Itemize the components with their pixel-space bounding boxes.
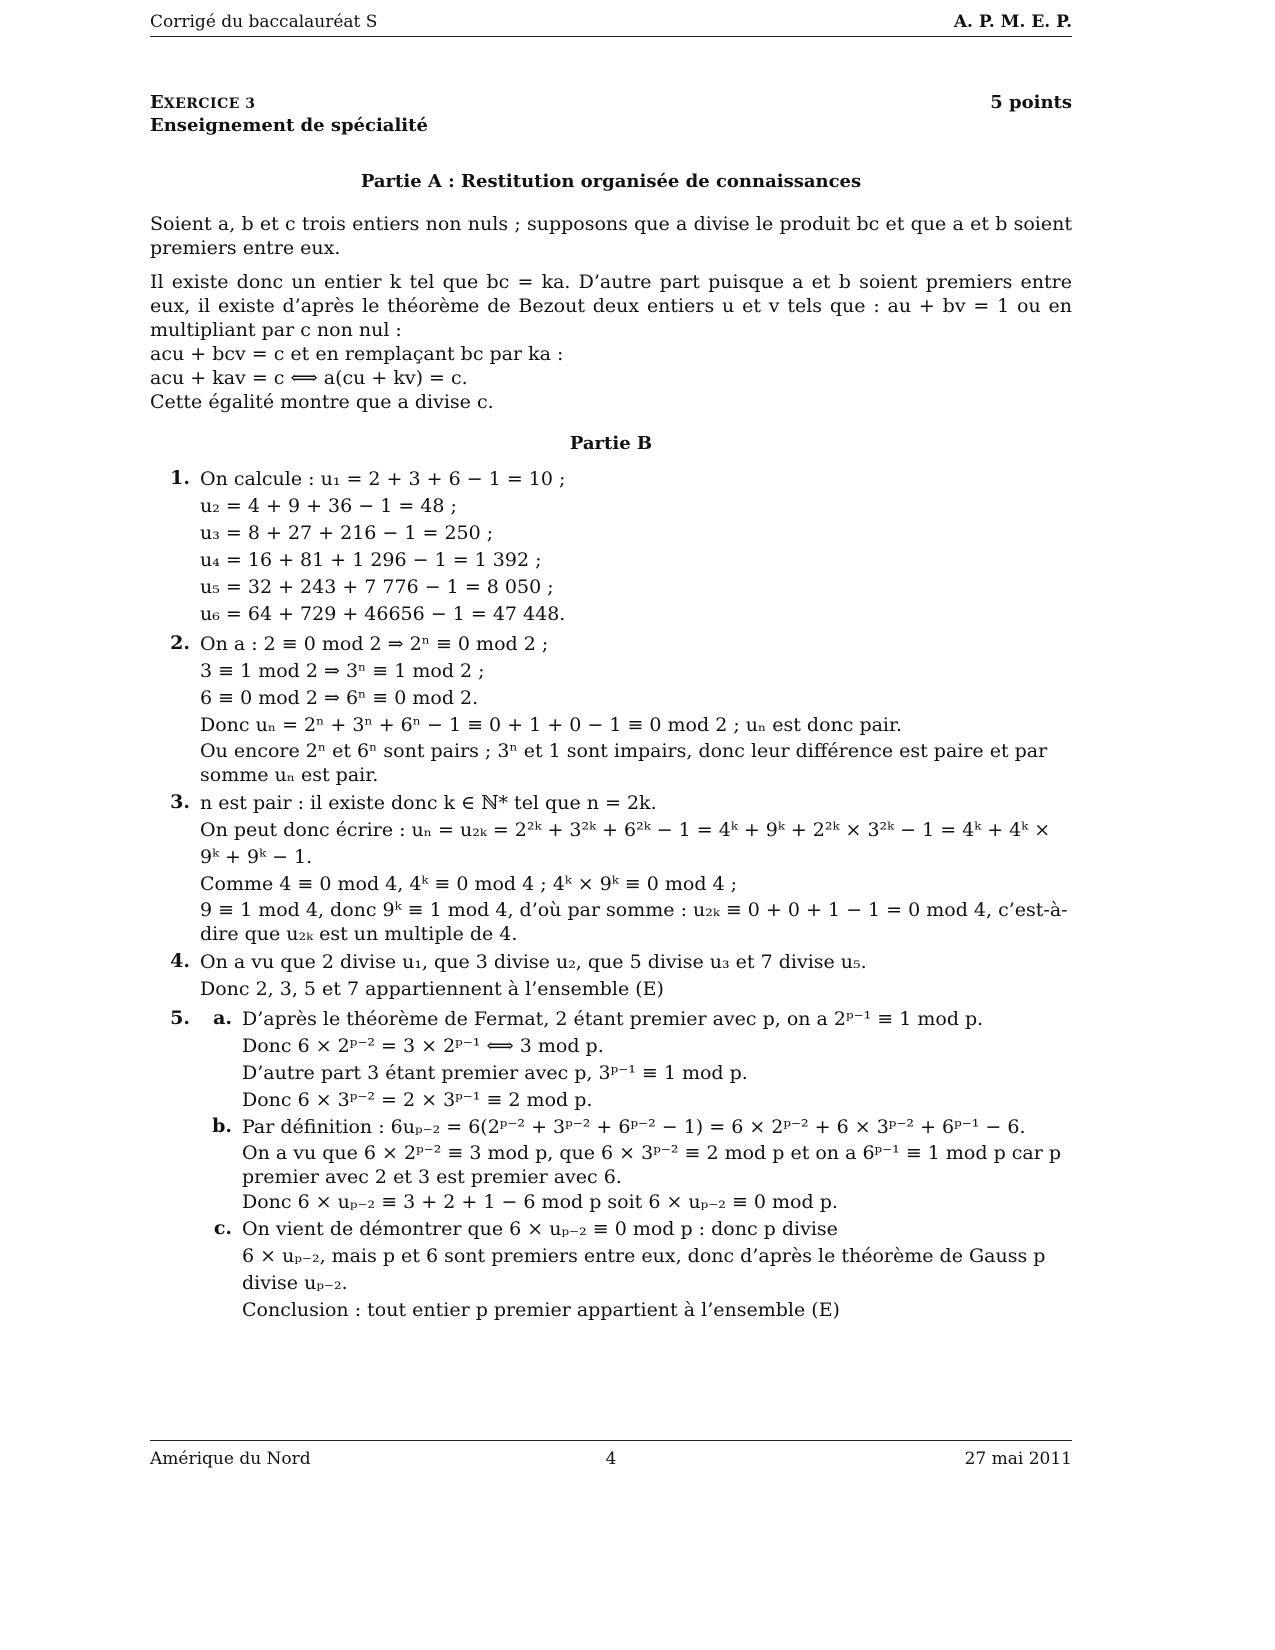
part-b-title: Partie B <box>569 433 653 454</box>
list-item: 3. n est pair : il existe donc k ∈ ℕ* tel que n = 2k. On peut donc écrire : uₙ = u₂ₖ = 2²ᵏ + 3²ᵏ + 6²ᵏ − 1 = 4ᵏ + 9ᵏ + 2²ᵏ × 3²ᵏ − 1 = 4ᵏ + 4ᵏ × 9ᵏ + 9ᵏ − 1. Comme 4 ≡ 0 mod 4, 4ᵏ ≡ 0 mod 4 ; 4ᵏ × 9ᵏ ≡ 0 mod 4 ; 9 ≡ 1 mod 4, donc 9ᵏ ≡ 1 mod 4, d’où par somme : u₂ₖ ≡ 0 + 0 + 1 − 1 = 0 mod 4, c’est-à-dire que u₂ₖ est un multiple de 4. <box>170 791 1068 945</box>
document-page <box>150 0 1072 1650</box>
sub-item-b: b. Par définition : 6uₚ₋₂ = 6(2ᵖ⁻² + 3ᵖ⁻² + 6ᵖ⁻² − 1) = 6 × 2ᵖ⁻² + 6 × 3ᵖ⁻² + 6ᵖ⁻¹ − 6. On a vu que 6 × 2ᵖ⁻² ≡ 3 mod p, que 6 × 3ᵖ⁻² ≡ 2 mod p et on a 6ᵖ⁻¹ ≡ 1 mod p car p premier avec 2 et 3 est premier avec 6. Donc 6 × uₚ₋₂ ≡ 3 + 2 + 1 − 6 mod p soit 6 × uₚ₋₂ ≡ 0 mod p. <box>212 1115 1062 1213</box>
list-item: 5. a. D’après le théorème de Fermat, 2 étant premier avec p, on a 2ᵖ⁻¹ ≡ 1 mod p. Donc 6 × 2ᵖ⁻² = 3 × 2ᵖ⁻¹ ⟺ 3 mod p. D’autre part 3 étant premier avec p, 3ᵖ⁻¹ ≡ 1 mod p. Donc 6 × 3ᵖ⁻² = 2 × 3ᵖ⁻¹ ≡ 2 mod p. b. Par définition : 6uₚ₋₂ = 6(2ᵖ⁻² + 3ᵖ⁻² + 6ᵖ⁻² − 1) = 6 × 2ᵖ⁻² + 6 × 3ᵖ⁻² + 6ᵖ⁻¹ − 6. On a vu que 6 × 2ᵖ⁻² ≡ 3 mod p, que 6 × 3ᵖ⁻² ≡ 2 mod p et on a 6ᵖ⁻¹ ≡ 1 mod p car p premier avec 2 et 3 est premier avec 6. Donc 6 × uₚ₋₂ ≡ 3 + 2 + 1 − 6 mod p soit 6 × uₚ₋₂ ≡ 0 mod p. c. On vient de démontrer que 6 × uₚ₋₂ ≡ 0 mod p : donc p divise 6 × uₚ₋₂, mais p et 6 sont premiers entre eux, donc d’après le théorème de Gauss p divise uₚ₋₂. Conclusion : tout entier p premier appartient à l’ensemble (E) <box>150 1006 1072 1324</box>
header-left: Corrigé du baccalauréat S <box>150 12 378 32</box>
exercise-title: EXERCICE 3 <box>150 92 256 113</box>
list-item: 1. On calcule : u₁ = 2 + 3 + 6 − 1 = 10 ; u₂ = 4 + 9 + 36 − 1 = 48 ; u₃ = 8 + 27 + 216 − 1 = 250 ; u₄ = 16 + 81 + 1 296 − 1 = 1 392 ; u₅ = 32 + 243 + 7 776 − 1 = 8 050 ; u₆ = 64 + 729 + 46656 − 1 = 47 448. <box>170 467 566 625</box>
sub-item-c: c. On vient de démontrer que 6 × uₚ₋₂ ≡ 0 mod p : donc p divise 6 × uₚ₋₂, mais p et 6 sont premiers entre eux, donc d’après le théorème de Gauss p divise uₚ₋₂. Conclusion : tout entier p premier appartient à l’ensemble (E) <box>213 1217 1046 1321</box>
page-number: 4 <box>605 1449 617 1469</box>
page-header <box>150 12 1072 37</box>
page-footer <box>150 1440 1072 1469</box>
exercise-subtitle: Enseignement de spécialité <box>150 115 428 136</box>
part-a-paragraph-1: Soient a, b et c trois entiers non nuls ; supposons que a divise le produit bc et que a et b soient premiers entre eux. <box>150 213 1072 259</box>
part-a-paragraph-2: Il existe donc un entier k tel que bc = ka. D’autre part puisque a et b soient premiers entre eux, il existe d’après le théorème de Bezout deux entiers u et v tels que : au + bv = 1 ou en multipliant par c non nul : acu + bcv = c et en remplaçant bc par ka : acu + kav = c ⟺ a(cu + kv) = c. Cette égalité montre que a divise c. <box>150 271 1072 413</box>
part-b-list <box>150 466 1072 1324</box>
footer-left: Amérique du Nord <box>150 1449 311 1469</box>
list-item: 2. On a : 2 ≡ 0 mod 2 ⇒ 2ⁿ ≡ 0 mod 2 ; 3 ≡ 1 mod 2 ⇒ 3ⁿ ≡ 1 mod 2 ; 6 ≡ 0 mod 2 ⇒ 6ⁿ ≡ 0 mod 2. Donc uₙ = 2ⁿ + 3ⁿ + 6ⁿ − 1 ≡ 0 + 1 + 0 − 1 ≡ 0 mod 2 ; uₙ est donc pair. Ou encore 2ⁿ et 6ⁿ sont pairs ; 3ⁿ et 1 sont impairs, donc leur différence est paire et par somme uₙ est pair. <box>170 632 1048 786</box>
sub-item-a: a. D’après le théorème de Fermat, 2 étant premier avec p, on a 2ᵖ⁻¹ ≡ 1 mod p. Donc 6 × 2ᵖ⁻² = 3 × 2ᵖ⁻¹ ⟺ 3 mod p. D’autre part 3 étant premier avec p, 3ᵖ⁻¹ ≡ 1 mod p. Donc 6 × 3ᵖ⁻² = 2 × 3ᵖ⁻¹ ≡ 2 mod p. <box>213 1007 984 1111</box>
exercise-heading <box>150 92 1072 136</box>
content <box>150 170 1072 1327</box>
part-a-title: Partie A : Restitution organisée de connaissances <box>360 171 862 192</box>
header-right: A. P. M. E. P. <box>953 12 1072 32</box>
list-item: 4. On a vu que 2 divise u₁, que 3 divise u₂, que 5 divise u₃ et 7 divise u₅. Donc 2, 3, 5 et 7 appartiennent à l’ensemble (E) <box>170 950 867 1000</box>
footer-date: 27 mai 2011 <box>964 1449 1072 1469</box>
exercise-points: 5 points <box>990 92 1072 113</box>
